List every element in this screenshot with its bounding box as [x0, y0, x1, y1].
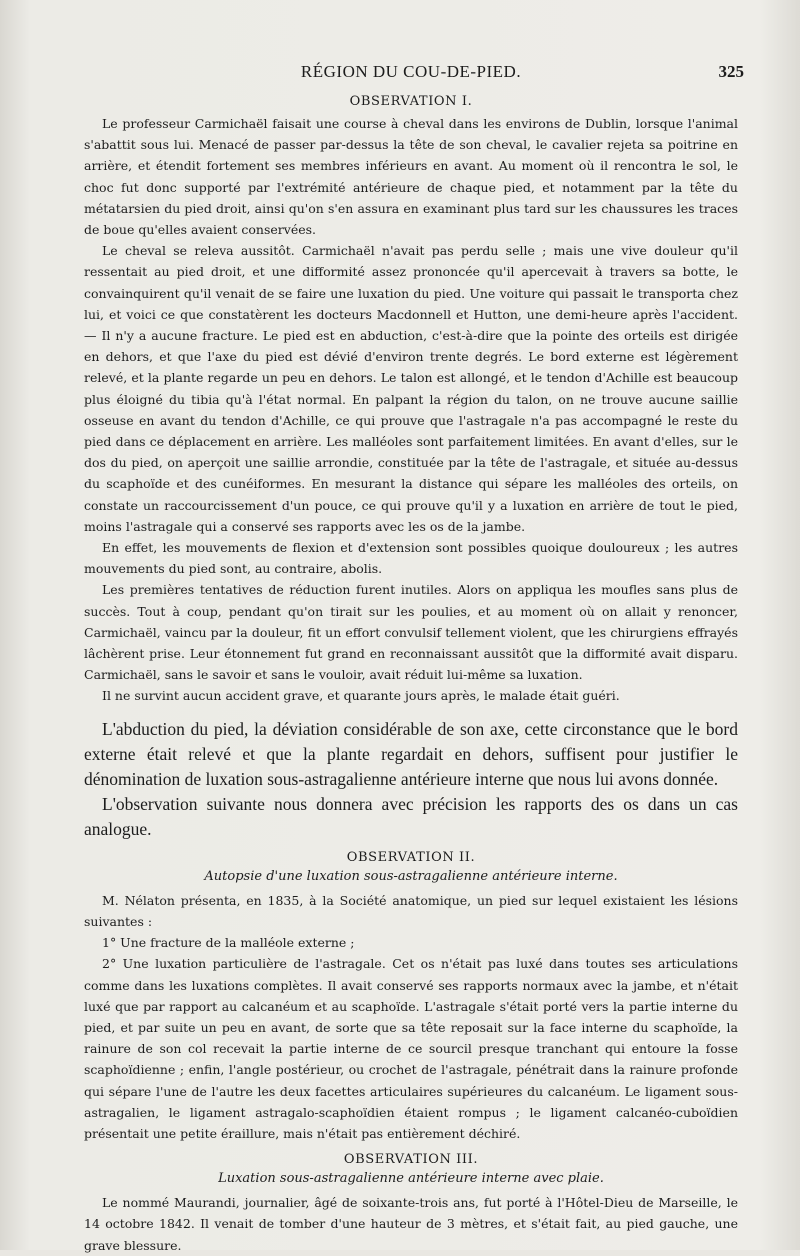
commentary — [84, 717, 738, 842]
page-number: 325 — [718, 62, 744, 81]
observation-3-paragraph: Le nommé Maurandi, journalier, âgé de soixante-trois ans, fut porté à l'Hôtel-Dieu de Marseille, le 14 octobre 1842. Il venait de tomber d'une hauteur de 3 mètres, et s'était fait, au pied gauche, une grave blessure. — [84, 1195, 738, 1253]
commentary-paragraph: L'abduction du pied, la déviation considérable de son axe, cette circonstance que le bord externe était relevé et que la plante regardait en dehors, suffisent pour justifier le dénomination de luxation sous-astragalienne antérieure interne que nous lui avons donnée. — [84, 718, 738, 789]
observation-1-paragraph: En effet, les mouvements de flexion et d'extension sont possibles quoique douloureux ; les autres mouvements du pied sont, au contraire, abolis. — [84, 540, 738, 577]
observation-2-subtitle: Autopsie d'une luxation sous-astragalienne antérieure interne. — [204, 868, 618, 884]
observation-3 — [84, 1152, 738, 1256]
observation-1 — [84, 94, 738, 707]
observation-1-paragraph: Le cheval se releva aussitôt. Carmichaël n'avait pas perdu selle ; mais une vive douleur qu'il ressentait au pied droit, et une difformité assez prononcée qu'il apercevait à travers sa botte, le convainquirent qu'il venait de se faire une luxation du pied. Une voiture qui passait le transporta chez lui, et voici ce que constatèrent les docteurs Macdonnell et Hutton, une demi-heure après l'accident. — Il n'y a aucune fracture. Le pied est en abduction, c'est-à-dire que la pointe des orteils est dirigée en dehors, et que l'axe du pied est dévié d'environ trente degrés. Le bord externe est légèrement relevé, et la plante regarde un peu en dehors. Le talon est allongé, et le tendon d'Achille est beaucoup plus éloigné du tibia qu'à l'état normal. En palpant la région du talon, on ne trouve aucune saillie osseuse en avant du tendon d'Achille, ce qui prouve que l'astragale n'a pas accompagné le reste du pied dans ce déplacement en arrière. Les malléoles sont parfaitement limitées. En avant d'elles, sur le dos du pied, on aperçoit une saillie arrondie, constituée par la tête de l'astragale, et située au-dessus du scaphoïde et des cunéiformes. En mesurant la distance qui sépare les malléoles des orteils, on constate un raccourcissement d'un pouce, ce qui prouve qu'il y a luxation en arrière de tout le pied, moins l'astragale qui a conservé ses rapports avec les os de la jambe. — [84, 243, 738, 534]
observation-3-subtitle: Luxation sous-astragalienne antérieure interne avec plaie. — [218, 1171, 604, 1187]
observation-2-heading: OBSERVATION II. — [346, 849, 476, 865]
observation-3-heading: OBSERVATION III. — [343, 1152, 479, 1168]
commentary-paragraph: L'observation suivante nous donnera avec précision les rapports des os dans un cas analogue. — [84, 793, 738, 839]
observation-1-paragraph: Les premières tentatives de réduction furent inutiles. Alors on appliqua les moufles sans plus de succès. Tout à coup, pendant qu'on tirait sur les poulies, et au moment où on allait y renoncer, Carmichaël, vaincu par la douleur, fit un effort convulsif tellement violent, que les chirurgiens effrayés lâchèrent prise. Leur étonnement fut grand en reconnaissant aussitôt que la difformité avait disparu. Carmichaël, sans le savoir et sans le vouloir, avait réduit lui-même sa luxation. — [84, 582, 738, 683]
observation-2-paragraph: 1° Une fracture de la malléole externe ; — [102, 935, 355, 951]
observation-2 — [84, 850, 738, 1144]
observation-2-paragraph: 2° Une luxation particulière de l'astragale. Cet os n'était pas luxé dans toutes ses articulations comme dans les luxations complètes. Il avait conservé ses rapports normaux avec la jambe, et n'était luxé que par rapport au calcanéum et au scaphoïde. L'astragale s'était porté vers la partie interne du pied, et par suite un peu en avant, de sorte que sa tête reposait sur la face interne du scaphoïde, la rainure de son col recevait la partie interne de ce sourcil presque tranchant qui entoure la fosse scaphoïdienne ; enfin, l'angle postérieur, ou crochet de l'astragale, pénétrait dans la rainure profonde qui sépare l'une de l'autre les deux facettes articulaires supérieures du calcanéum. Le ligament sous-astragalien, le ligament astragalo-scaphoïdien étaient rompus ; le ligament calcanéo-cuboïdien présentait une petite éraillure, mais n'était pas entièrement déchiré. — [84, 956, 738, 1141]
running-title: RÉGION DU COU-DE-PIED. — [300, 62, 522, 81]
observation-2-paragraph: M. Nélaton présenta, en 1835, à la Société anatomique, un pied sur lequel existaient les lésions suivantes : — [84, 892, 738, 929]
page-header — [84, 62, 744, 86]
observation-1-paragraph: Il ne survint aucun accident grave, et quarante jours après, le malade était guéri. — [102, 688, 620, 704]
observation-1-paragraph: Le professeur Carmichaël faisait une course à cheval dans les environs de Dublin, lorsque l'animal s'abattit sous lui. Menacé de passer par-dessus la tête de son cheval, le cavalier rejeta sa poitrine en arrière, et étendit fortement ses membres inférieurs en avant. Au moment où il rencontra le sol, le choc fut donc supporté par l'extrémité antérieure de chaque pied, et notamment par la tête du métatarsien du pied droit, ainsi qu'on s'en assura en examinant plus tard sur les chaussures les traces de boue qu'elles avaient conservées. — [84, 116, 738, 238]
observation-1-heading: OBSERVATION I. — [349, 94, 473, 109]
